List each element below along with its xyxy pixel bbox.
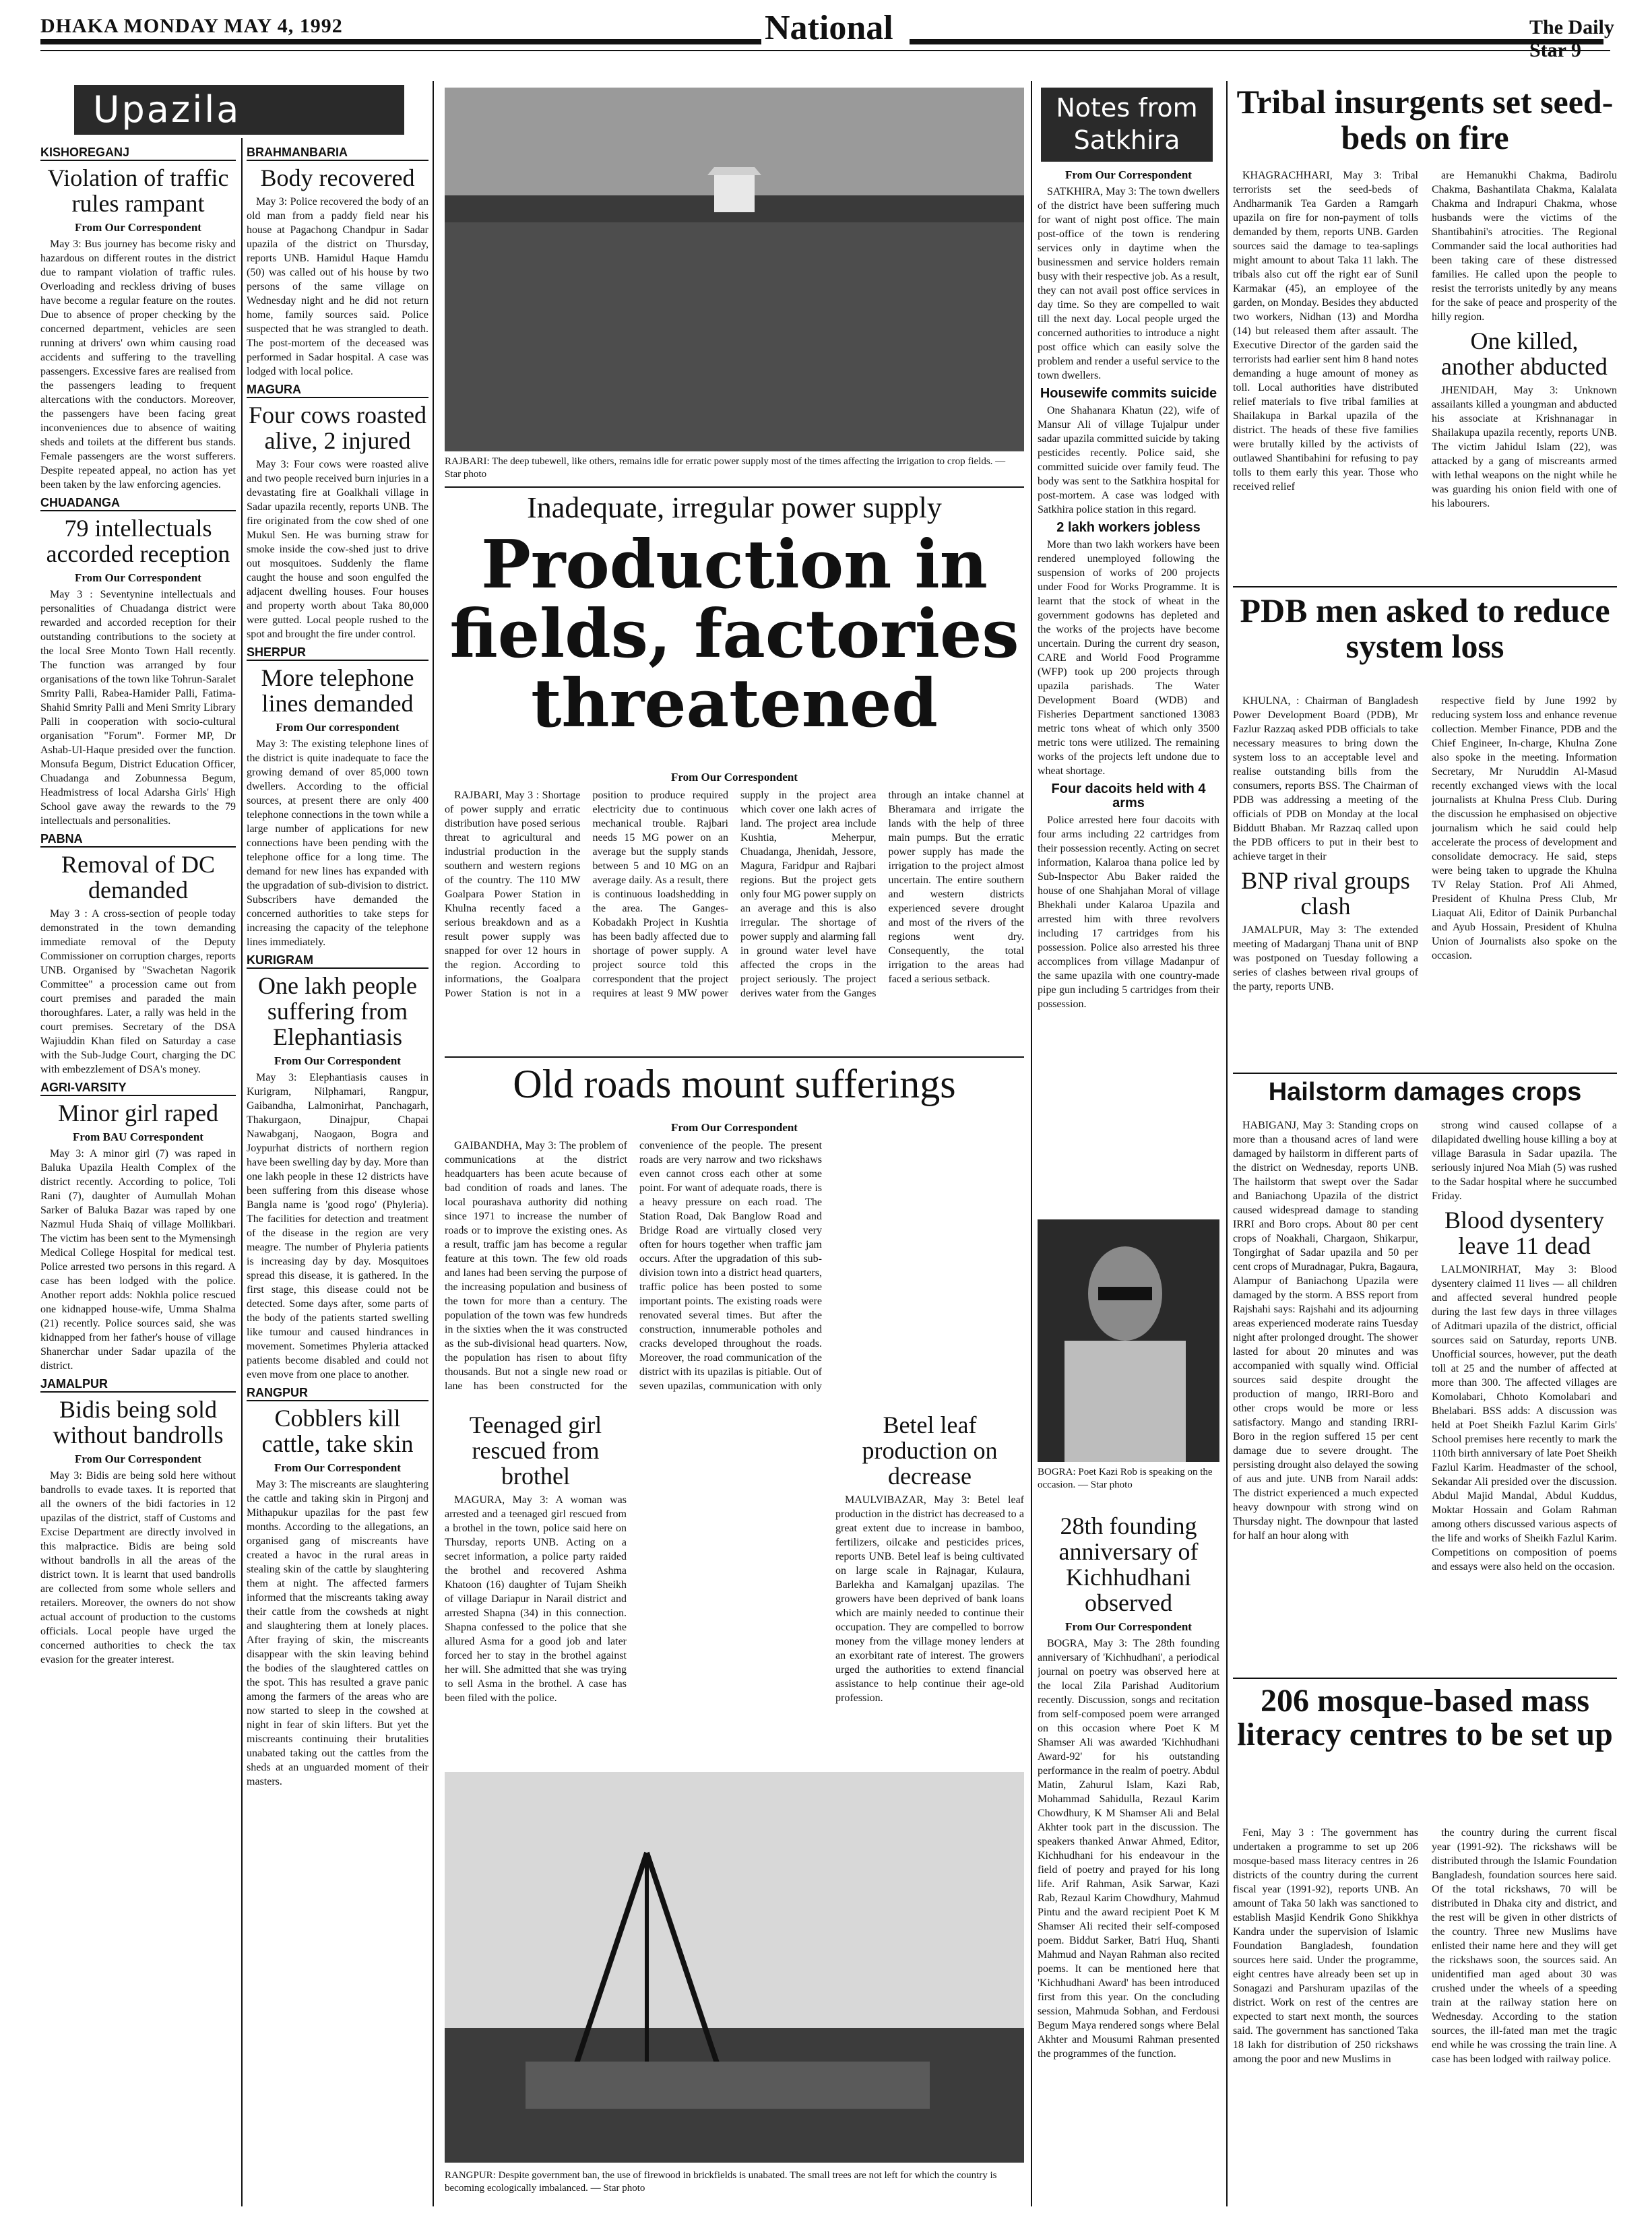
story-tribal-b	[1432, 168, 1617, 573]
byline: From Our Correspondent	[274, 1461, 401, 1474]
story-dacoits: Police arrested here four dacoits with four arms including 22 cartridges from their possession recently. Acting on secret information, Kalaroa thana police led by Sub-Inspector Abu Baker raided the house of one Shahjahan Moral of village Bhekhali under Kalaroa Upazila and arrested him with three revolvers including 17 cartridges from his possession. Police also arrested his three accomplices from village Madanpur of the same upazila with one country-made pipe gun including 5 cartridges from their possession.	[1038, 815, 1219, 1010]
byline: From Our Correspondent	[1065, 168, 1192, 181]
column-rule	[1031, 81, 1032, 2206]
column-rule	[241, 138, 243, 2206]
headline-body: Body recovered	[260, 164, 415, 191]
poet-caption: BOGRA: Poet Kazi Rob is speaking on the occasion. — Star photo	[1038, 1467, 1213, 1490]
headline-dacoits: Four dacoits held with 4 arms	[1051, 782, 1206, 810]
story-literacy-b	[1432, 1826, 1617, 2203]
story-betel: MAULVIBAZAR, May 3: Betel leaf production in the district has decreased to a great extent due to increase in bamboo, fertilizers, oilcake and pesticides prices, reports UNB. Betel leaf is being cultivated on large scale in Rajnagar, Kulaura, Barlekha and Kamalganj upazilas. The growers have been deprived of bank loans which are mainly needed to continue their occupation. They are compelled to borrow money from the village money lenders at an exorbitant rate of interest. The growers urged the authorities to extend financial assistance to help continue their age-old profession.	[835, 1494, 1024, 1704]
byline: From Our Correspondent	[75, 221, 201, 234]
story-literacy-text-a: Feni, May 3 : The government has undertaken a programme to set up 206 mosque-based mass literacy centres in 26 districts of the country during the current fiscal year (1991-92), reports UNB. An amount of Taka 50 lakh was sanctioned to establish Masjid Kendrik Gono Shikkhya Kandra under the supervision of Islamic Foundation Bangladesh, foundation sources here said. Under the programme, eight centres have already been set up in Sonagazi and Parshuram upazilas of the district. Work on rest of the centres are expected to start next month, the sources said. The government has sanctioned Taka 18 lakh for distribution of 250 rickshaws among the poor and new Muslims in	[1233, 1827, 1418, 2065]
story-hailstorm-text-b: strong wind caused collapse of a dilapidated dwelling house killing a boy at village Barasula in Sadar upazila. The seriously injured Noa Miah (5) was rushed to the Sadar hospital where he succumbed Friday.	[1432, 1120, 1617, 1202]
headline-killed: One killed, another abducted	[1441, 327, 1608, 380]
story-pdb-text-a: KHULNA, : Chairman of Bangladesh Power Development Board (PDB), Mr Fazlur Razzaq asked PDB officials to take necessary measures to bring down the system loss to an acceptable level and realise outstanding bills from the consumers, reports BSS. The Chairman of PDB was addressing a meeting of the officials of PDB on Monday at the local Biddutt Bhaban. Mr Razzaq called upon the PDB officers to put in their best to achieve target in their	[1233, 695, 1418, 862]
story-tribal-a	[1233, 168, 1418, 573]
headline-suicide: Housewife commits suicide	[1040, 386, 1217, 401]
story-tribal-text-b: are Hemanukhi Chakma, Badirolu Chakma, Bashantilata Chakma, Kalalata Chakma and Indrapuri Chakma, whose husbands were the victims of the Shantibahini's atrocities. The Regional Commander said the local authorities had been taking care of these distressed families. He called upon the people to resist the terrorists unitedly by any means for the sake of peace and prosperity of the hilly region.	[1432, 170, 1617, 323]
byline: From Our Correspondent	[671, 1121, 798, 1134]
byline: From Our Correspondent	[75, 1453, 201, 1465]
headline-bidis: Bidis being sold without bandrolls	[53, 1396, 224, 1448]
kicker-agri-varsity: AGRI-VARSITY	[40, 1081, 236, 1096]
roads-story-cont	[834, 1139, 1024, 1401]
masthead-rule-left	[40, 39, 761, 44]
byline: From Our Correspondent	[1065, 1620, 1192, 1633]
masthead-rule-right	[910, 39, 1603, 44]
story-jobless: More than two lakh workers have been rendered unemployed following the suspension of works of 200 projects under Food for Works Programme. It is learnt that the stock of wheat in the government godowns has depleted and the works of the projects have become uncertain. During the current dry season, CARE and World Food Programme (WFP) took up 200 projects through upazila parishads. The Water Development Board (WDB) and Fisheries Department sanctioned 13083 metric tons wheat of which only 3500 metric tons were utilized. The remaining works of the projects left undone due to wheat shortage.	[1038, 539, 1219, 777]
headline-dc: Removal of DC demanded	[61, 851, 215, 903]
story-telephone: May 3: The existing telephone lines of the district is quite inadequate to face the growing demand of over 85,000 town dwellers. According to the official sources, at present there are only 400 telephone connections in the town while a large number of applications for new connections have been pending with the telephone office for a long time. The demand for new lines has expanded with the upgradation of sub-division to district. Subscribers have demanded the concerned authorities to take steps for increasing the capacity of the telephone lines immediately.	[247, 738, 428, 948]
story-bidis: May 3: Bidis are being sold here without bandrolls to evade taxes. It is reported that all the owners of the bidi factories in 12 upazilas of the district, staff of Customs and Excise Department are directly involved in this malpractice. Bidis are being sold without bandrolls in all the areas of the district town. It is learnt that used bandrolls are collected from some whole sellers and retailers. Moreover, the owners do not show actual account of production to the customs officials. Local people have urged the concerned authorities to check the tax evasion for the greater interest.	[40, 1470, 236, 1665]
story-killed: JHENIDAH, May 3: Unknown assailants killed a youngman and abducted his associate at Krishnanagar in Shailakupa upazila recently, reports UNB. The victim Jahidul Islam (22), was attacked by a gang of miscreants armed with lethal weapons on the night while he was guarding his onion field with one of his labourers.	[1432, 385, 1617, 509]
story-dysentery: LALMONIRHAT, May 3: Blood dysentery claimed 11 lives — all children and affected several hundred people during the last few days in three villages of Aditmari upazila of the district, official sources said on Saturday, reports UNB. Unofficial sources, however, put the death toll at 25 and the number of affected at more than 300. The affected villages are Komolabari, Chhoto Komolabari and Bhelabari. BSS adds: A discussion was held at Poet Sheikh Fazlul Karim Girls' School premises here recently to mark the 110th birth anniversary of late Poet Sheikh Fazlul Karim. Headmaster of the school, Sekandar Ali presided over the discussion. Abdul Majid Mandal, Abdul Kuddus, Moktar Hossain and Golam Rahman among others discussed various aspects of the life and works of Sheikh Fazlul Karim. Competitions on composition of poems and essays were also held on the occasion.	[1432, 1264, 1617, 1572]
column-1	[40, 141, 236, 2203]
brickfield-photo-graphic	[445, 1772, 1024, 2163]
poet-photo	[1038, 1219, 1219, 1462]
story-elephantiasis: May 3: Elephantiasis causes in Kurigram, Nilphamari, Rangpur, Gaibandha, Lalmonirhat, Panchagarh, Thakurgaon, Dinajpur, Chapai Nawabganj, Naogaon, Bogra and Joypurhat districts of northern region have been swelling day by day. More than one lakh people in these 12 districts have been suffering from this disease whose Bangla name is 'good rogo' (Phyleria). The facilities for detection and treatment of the disease in the region are very meagre. The number of Phyleria patients is increasing day by day. Mosquitoes spread this disease, it is gathered. In the first stage, this disease could not be detected. Some days after, some parts of the body of the patients started swelling like tumour and caused hindrances in movement. Sometimes Phyleria attacked patients become disabled and could not even move from one place to another.	[247, 1072, 428, 1380]
rule	[445, 1056, 1024, 1058]
poet-photo-graphic	[1038, 1219, 1219, 1462]
section-title: National	[765, 9, 893, 47]
story-minor-girl: May 3: A minor girl (7) was raped in Baluka Upazila Health Complex of the district recently. According to police, Toli Rani (7), daughter of Aumullah Mohan Sarker of Baluka Bazar was raped by one Nazmul Huda Shaiq of village Mollikbari. The victim has been sent to the Mymensingh Medical College Hospital for medical test. Police arrested two persons in this regard. A case has been lodged with the police. Another report adds: Nokhla police rescued one kidnapped house-wife, Umma Shalma (21) recently. Police sources said, she was kidnapped from her father's house of village Shanerchar under Sadar upazila of the district.	[40, 1148, 236, 1372]
story-hailstorm-b	[1432, 1118, 1617, 1671]
story-pdb-b	[1432, 694, 1617, 1071]
headline-traffic: Violation of traffic rules rampant	[47, 164, 229, 217]
story-cows: May 3: Four cows were roasted alive and two people received burn injuries in a devastating fire at Goalkhali village in Sadar upazila recently, reports UNB. The fire originated from the cow shed of one Mukul Sen. He was burning straw for smoke inside the cow-shed just to drive out mosquitoes. Suddenly the flame caught the house and soon engulfed the adjacent dwelling houses. Four houses and property worth about Taka 80,000 were gutted. Local people rushed to the spot and brought the fire under control.	[247, 459, 428, 640]
story-traffic: May 3: Bus journey has become risky and hazardous on different routes in the district due to rampant violation of traffic rules. Overloading and reckless driving of buses have become a regular feature on the routes. Due to absence of proper checking by the concerned department, vehicles are seen running at drivers' own whim causing road accidents and suffering to the travelling passengers. Excessive fares are realised from the passengers leading to frequent altercations with the conductors. Moreover, the passengers have been facing great inconveniences due to absence of waiting sheds and toilets at the different bus stands. Female passengers are the worst sufferers. Despite repeated appeal, no action has yet been taken by the law enforcing agencies.	[40, 238, 236, 490]
headline-telephone: More telephone lines demanded	[261, 664, 414, 717]
byline: From BAU Correspondent	[73, 1130, 203, 1143]
headline-intellectuals: 79 intellectuals accorded reception	[46, 515, 230, 567]
headline-dysentery: Blood dysentery leave 11 dead	[1444, 1207, 1604, 1259]
kicker-rangpur: RANGPUR	[247, 1386, 428, 1401]
brickfield-caption: RANGPUR: Despite government ban, the use of firewood in brickfields is unabated. The small trees are not left for which the country is becoming ecologically imbalanced. — Star photo	[445, 2170, 997, 2194]
headline-literacy: 206 mosque-based mass literacy centres to be set up	[1237, 1684, 1613, 1753]
byline: From Our Correspondent	[671, 771, 798, 784]
column-4-top	[1038, 165, 1219, 1216]
kicker-pabna: PABNA	[40, 832, 236, 848]
tubewell-photo	[445, 88, 1024, 451]
tubewell-caption: RAJBARI: The deep tubewell, like others, remains idle for erratic power supply most of the times affecting the irrigation to crop fields. — Star photo	[445, 456, 1006, 480]
story-hailstorm-a	[1233, 1118, 1418, 1671]
headline-pdb: PDB men asked to reduce system loss	[1240, 593, 1610, 665]
story-brothel: MAGURA, May 3: A woman was arrested and a teenaged girl rescued from a brothel in the town, police said here on Thursday, reports UNB. Acting on a secret information, a police party raided the brothel and recovered Ashma Khatoon (16) daughter of Tujam Sheikh of village Dariapur in Narail district and arrested Shapna (34) in this connection. Shapna confessed to the police that she allured Asma for a good job and later forced her to stay in the brothel against her will. She admitted that she was trying to sell Asma in the brothel. A case has been filed with the police.	[445, 1494, 627, 1704]
story-cobblers: May 3: The miscreants are slaughtering the cattle and taking skin in Pirgonj and Mithapukur upazilas for the past few months. According to the allegations, an organised gang of miscreants have created a havoc in the rural areas in stealing skin of the cattle by slaughtering them at night. The affected farmers informed that the miscreants taking away their cattle from the cowsheds at night and slaughtering them at lonely places. After fraying of skin, the miscreants disappear with the skin leaving behind the bodies of the slaughtered cattles on the spot. This has resulted a grave panic among the farmers of the areas who are now started to sleep in the cowshed at night in fear of skin lifters. But yet the miscreants continuing their brutalities unabated taking out the cattles from the sheds at an unguarded moment of their masters.	[247, 1479, 428, 1787]
column-4-bottom	[1038, 1509, 1219, 2203]
lead-headline: Production in fields, factories threatened	[449, 531, 1019, 742]
headline-minor-girl: Minor girl raped	[58, 1100, 218, 1126]
headline-tribal: Tribal insurgents set seed-beds on fire	[1236, 84, 1614, 156]
upazila-roundup-banner: Upazila	[74, 85, 404, 135]
byline: From Our correspondent	[276, 721, 400, 734]
story-suicide: One Shahanara Khatun (22), wife of Mansur Ali of village Tujalpur under sadar upazila committed suicide by taking pesticides recently. Police said, she committed suicide over family feud. The body was sent to the Satkhira hospital for post-mortem. A case was lodged with Satkhira police station in this regard.	[1038, 405, 1219, 515]
headline-elephantiasis: One lakh people suffering from Elephantiasis	[258, 972, 417, 1050]
rule	[1233, 586, 1617, 587]
page-label: The Daily Star 9	[1529, 16, 1614, 61]
rule	[1233, 1678, 1617, 1679]
column-rule	[433, 81, 434, 2206]
masthead-divider	[40, 50, 1610, 51]
tubewell-photo-graphic	[445, 88, 1024, 451]
roads-story-text: GAIBANDHA, May 3: The problem of communications at the district headquarters has been acute because of bad condition of roads and lanes. The local pourashava authority did nothing since 1971 to increase the number of roads or to improve the existing ones. As a result, traffic jam has become a regular feature at this town. The few old roads and lanes had been serving the purpose of the increasing population and business of the town for more than a century. The population of the town was few hundreds in the sixties when the it was constructed as the sub-divisional head quarters. Now, the population has risen to about fifty thousands. But not a single new road or lane has been constructed for the convenience of the people. The present roads are very narrow and two rickshaws even cannot cross each other at some point. For want of adequate roads, there is a heavy pressure on each road. The Station Road, Dak Banglow Road and Bridge Road are virtually closed very often for hours together when traffic jam occurs. After the upgradation of this sub-division town into a district head quarters, traffic police has been posted to some important points. The existing roads were renovated several times. But after the construction, innumerable potholes and cracks developed throughout the roads. Moreover, the road communication of the district with its upazilas is pitiable. Out of seven upazilas, communication with only	[445, 1140, 822, 1392]
kicker-magura: MAGURA	[247, 383, 428, 398]
brickfield-photo	[445, 1772, 1024, 2163]
kicker-brahmanbaria: BRAHMANBARIA	[247, 146, 428, 161]
rule	[445, 486, 1024, 488]
story-pdb-a	[1233, 694, 1418, 1071]
story-literacy-a	[1233, 1826, 1418, 2203]
headline-cobblers: Cobblers kill cattle, take skin	[261, 1405, 414, 1457]
column-rule	[1226, 81, 1228, 2206]
story-bnp: JAMALPUR, May 3: The extended meeting of Madarganj Thana unit of BNP was postponed on Tuesday following a series of clashes between rival groups of the party, reports UNB.	[1233, 924, 1418, 992]
power-story-text: RAJBARI, May 3 : Shortage of power supply and erratic distribution have posed serious threat to agricultural and industrial production in the southern and western regions of the country. The 110 MW Goalpara Power Station in Khulna recently faced a serious breakdown and as a result power supply was snapped for over 12 hours in the region. According to informations, the Goalpara Power Station is not in a position to produce required electricity due to continuous mechanical trouble. Rajbari needs 15 MG power on an average but the supply stands between 5 and 10 MG on an average daily. As a result, there is continuous loadshedding in the area. The Ganges-Kobadakh Project in Kushtia has been badly affected due to shortage of power supply. A project source told this correspondent that the project requires at least 9 MW power supply in the project area which cover one lakh acres of land. The project area include Kushtia, Meherpur, Chuadanga, Jhenidah, Jessore, Magura, Faridpur and Rajbari regions. But the project gets only four MG power supply on an average and this is also irregular. The shortage of power supply and alarming fall in ground water level have affected the crops in the project seriously. The project derives water from the Ganges through an intake channel at Bheramara and irrigate the lands with the help of three main pumps. But the erratic power supply has made the irrigation to the project almost uncertain. The entire southern and western districts experienced severe drought and most of the rivers of the regions went dry. Consequently, the total irrigation to the areas had faced a serious setback.	[445, 790, 1024, 999]
headline-jobless: 2 lakh workers jobless	[1056, 520, 1201, 535]
kicker-sherpur: SHERPUR	[247, 645, 428, 661]
story-intellectuals: May 3 : Seventynine intellectuals and personalities of Chuadanga district were rewarded and accorded reception for their outstanding contributions to the society at the local Sree Monto Town Hall recently. The function was arranged by four organisations of the town like Tohrun-Saralet Smrity Palli, Rabea-Hamider Palli, Fatima-Shahid Smrity Palli and Meni Smrity Library Palli in cooperation with socio-cultural organisation "Forum". Former MP, Dr Ashab-Ul-Haque presided over the function. Monsufa Begum, District Education Officer, Chuadanga and Zobunnessa Begum, Headmistress of local Adarsha Girls' High School gave away the rewards to the 79 intellectuals and personalities.	[40, 589, 236, 827]
headline-betel: Betel leaf production on decrease	[862, 1411, 998, 1490]
byline: From Our Correspondent	[274, 1054, 401, 1067]
story-dc: May 3 : A cross-section of people today demonstrated in the town demanding immediate removal of the Deputy Commissioner on corruption charges, reports UNB. Organised by "Swachetan Nagorik Committee" a procession came out from court premises and paraded the main thoroughfares. Later, a rally was held in the court premises. Secretary of the DSA Wajiuddin Khan filed on Saturday a case with the Sub-Judge Court, charging the DC with embezzlement of DSA's money.	[40, 908, 236, 1075]
kicker-jamalpur: JAMALPUR	[40, 1377, 236, 1393]
byline: From Our Correspondent	[75, 571, 201, 584]
story-post-office: SATKHIRA, May 3: The town dwellers of the district have been suffering much for want of night post office. The main post-office of the town is rendering services only in daytime when the businessmen and service holders remain busy with their respective job. As a result, they can not avail post office services in day time. So they are compelled to wait till the next day. Local people urged the concerned authorities to introduce a night post office which can easily solve the problem and render a useful service to the town dwellers.	[1038, 186, 1219, 381]
story-tribal-text-a: KHAGRACHHARI, May 3: Tribal terrorists set the seed-beds of Andharmanik Tea Garden a Ramgarh upazila on fire for non-payment of tolls demanded by them, reports UNB. Garden sources said the damage to tea-saplings might amount to about Taka 11 lakh. The tribals also cut off the right ear of Sunil Karmakar (45), an employee of the garden, on Monday. Besides they abducted two workers, Nidhan (13) and Mordha (14) but released them after assault. The Executive Director of the garden said the terrorists had earlier sent him 8 hand notes demanding a huge amount of money as toll. Local authorities have distributed relief materials to five tribal families at Shailakupa in Barkal upazila of the district. The heads of these five families were brutally killed by the activists of outlawed Shantibahini for refusing to pay tolls to them early this year. Those who received relief	[1233, 170, 1418, 492]
story-literacy-text-b: the country during the current fiscal year (1991-92). The rickshaws will be distributed through the Islamic Foundation Bangladesh, foundation sources here said. Of the total rickshaws, 70 will be distributed in Dhaka city and district, and the rest will be given in other districts of the country. Three new Muslims have enlisted their name here and they will get the rickshaws soon, the sources said. An unidentified man aged about 30 was crushed under the wheels of a speeding train at the railway station here on Wednesday. According to the station sources, the ill-fated man met the tragic end while he was crossing the train line. A case has been lodged with railway police.	[1432, 1827, 1617, 2065]
roads-headline: Old roads mount sufferings	[513, 1062, 956, 1106]
power-story	[445, 788, 1024, 1051]
masthead-date: DHAKA MONDAY MAY 4, 1992	[40, 15, 343, 37]
roads-story	[445, 1139, 822, 1401]
headline-kichhudhani: 28th founding anniversary of Kichhudhani observed	[1058, 1512, 1199, 1616]
rule	[1233, 1073, 1617, 1074]
story-hailstorm-text-a: HABIGANJ, May 3: Standing crops on more than a thousand acres of land were damaged by hailstorm in different parts of the district on Wednesday, reports UNB. The hailstorm that swept over the Sadar and Baniachong Upazila of the district caused widespread damage to standing IRRI and Boro crops. About 80 per cent crops of Noakhali, Chargaon, Shikarpur, Tongirghat of Sadar upazila and 50 per cent crops of Muradnagar, Pukra, Bagaura, Alampur of Baniachong Upazila were damaged by the storm. A BSS report from Rajshahi says: Rajshahi and its adjourning areas experienced moderate rains Tuesday night after prolonged drought. The shower lasted for about 20 minutes and was accompanied with squally wind. Official sources said despite drought the production of mango, IRRI-Boro and other crops would be more or less satisfactory. Mango and standing IRRI-Boro in the region suffered 15 per cent damage due to severe drought. The persisting drought also delayed the sowing of aus and jute. UNB from Narail adds: The district experienced a much expected heavy downpour with strong wind on Thursday night. The downpour that lasted for half an hour along with	[1233, 1120, 1418, 1541]
headline-cows: Four cows roasted alive, 2 injured	[249, 402, 426, 454]
story-pdb-text-b: respective field by June 1992 by reducing system loss and enhance revenue collection. Member Finance, PDB and the Chief Engineer, In-charge, Khulna Zone also spoke in the meeting. Information Secretary, Mr Nuruddin Al-Masud recently exchanged views with the local journalists at Khulna Press Club. During the discussion he emphasised on objective journalism which he said could help accelerate the process of development and consolidate democracy. He said, steps were being taken to upgrade the Khulna TV Relay Station. Prof Ali Ahmed, President of Khulna Press Club, Mr Liaquat Ali, Editor of Dainik Purbanchal and Ayub Hossain, President of Khulna Union of Journalists also spoke on the occasion.	[1432, 695, 1617, 961]
column-2	[247, 141, 428, 2203]
brothel-block	[445, 1408, 627, 1758]
headline-hailstorm: Hailstorm damages crops	[1268, 1078, 1582, 1106]
kicker-kishoreganj: KISHOREGANJ	[40, 146, 236, 161]
headline-brothel: Teenaged girl rescued from brothel	[469, 1411, 602, 1490]
kicker-kurigram: KURIGRAM	[247, 953, 428, 969]
kicker-chuadanga: CHUADANGA	[40, 496, 236, 511]
satkhira-banner: Notes from Satkhira	[1041, 88, 1213, 162]
betel-block	[835, 1408, 1024, 1758]
headline-bnp: BNP rival groups clash	[1241, 867, 1410, 920]
story-kichhudhani: BOGRA, May 3: The 28th founding anniversary of 'Kichhudhani', a periodical journal on poetry was observed here at the local Zila Parishad Auditorium recently. Discussion, songs and recitation from self-composed poem were arranged on this occasion where Poet K M Shamser Ali was awarded 'Kichhudhani Award-92' for his outstanding performance in the realm of poetry. Abdul Matin, Zahurul Islam, Kazi Rab, Mohammad Sahidulla, Rezaul Karim Chowdhury, K M Shamser Ali and Belal Akhter took part in the discussion. The speakers thanked Anwar Ahmed, Editor, Kichhudhani for his endeavour in the field of poetry and prayed for his long life. Arif Rahman, Asik Sarwar, Kazi Rab, Rezaul Karim Chowdhury, Mahmud Pintu and the award recipient Poet K M Shamser Ali recited their self-composed poem. Biddut Sarker, Batri Huq, Shanti Mahmud and Nayan Rahman also recited poems. It can be mentioned here that 'Kichhudhani Award' has been introduced first from this year. On the concluding session, Mahmuda Sobhan, and Ferdousi Begum Maya rendered songs where Belal Akhter and Mousumi Rahman presented the programmes of the function.	[1038, 1638, 1219, 2060]
power-kicker: Inadequate, irregular power supply	[527, 491, 942, 524]
story-body: May 3: Police recovered the body of an old man from a paddy field near his house at Pagachong Chandpur in Sadar upazila of the district on Thursday, reports UNB. Hamidul Haque Hamdu (50) was called out of his house by two persons of the same village on Wednesday night and he did not return home, family sources said. Police suspected that he was strangled to death. The post-mortem of the deceased was performed in Sadar hospital. A case was lodged with local police.	[247, 196, 428, 377]
